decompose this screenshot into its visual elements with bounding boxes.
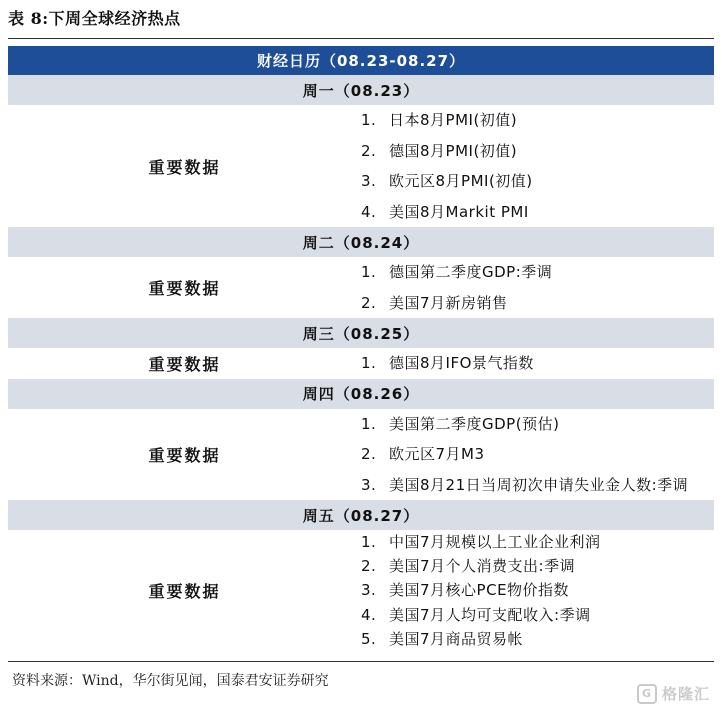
list-item: [361, 105, 714, 136]
item-number: 2.: [361, 293, 377, 312]
watermark-logo-icon: G: [637, 684, 657, 704]
day-content-monday: [8, 105, 714, 227]
bottom-divider: [8, 661, 714, 662]
item-text: 欧元区7月M3: [389, 445, 485, 463]
day-content-friday: [8, 530, 714, 651]
item-number: 4.: [361, 202, 377, 221]
row-label: 重要数据: [148, 581, 221, 601]
item-number: 1.: [361, 263, 377, 281]
day-title: 周四（08.26）: [8, 379, 714, 409]
item-text: 美国7月商品贸易帐: [389, 629, 524, 648]
item-number: 4.: [361, 605, 377, 624]
watermark-text: 格隆汇: [661, 685, 710, 703]
list-item: [361, 603, 714, 627]
item-number: 3.: [361, 172, 377, 190]
item-text: 德国8月IFO景气指数: [389, 354, 534, 372]
list-item: [361, 627, 714, 651]
event-list: [361, 530, 714, 651]
item-number: 2.: [361, 557, 377, 576]
item-number: 1.: [361, 414, 377, 433]
economic-calendar-table: [8, 46, 714, 651]
list-item: [361, 409, 714, 440]
item-number: 2.: [361, 445, 377, 463]
list-item: [361, 530, 714, 554]
list-item: [361, 257, 714, 288]
list-item: [361, 348, 714, 379]
day-title: 周一（08.23）: [8, 75, 714, 105]
day-title: 周五（08.27）: [8, 500, 714, 530]
item-number: 5.: [361, 629, 377, 648]
list-item: [361, 578, 714, 602]
table-caption: 表 8:下周全球经济热点: [8, 9, 181, 28]
day-row-monday: [8, 75, 714, 105]
item-text: 德国8月PMI(初值): [389, 141, 518, 160]
list-item: [361, 554, 714, 578]
calendar-header-row: [8, 46, 714, 75]
item-text: 日本8月PMI(初值): [389, 111, 518, 129]
day-row-thursday: [8, 379, 714, 409]
item-number: 1.: [361, 111, 377, 129]
item-number: 3.: [361, 475, 377, 494]
list-item: [361, 470, 714, 501]
item-text: 中国7月规模以上工业企业利润: [389, 533, 601, 551]
watermark: [637, 683, 710, 704]
item-number: 1.: [361, 354, 377, 372]
item-text: 美国7月个人消费支出:季调: [389, 557, 576, 576]
item-text: 美国第二季度GDP(预估): [389, 414, 560, 433]
row-label: 重要数据: [148, 354, 221, 374]
day-title: 周三（08.25）: [8, 318, 714, 348]
item-text: 美国8月21日当周初次申请失业金人数:季调: [389, 475, 689, 494]
day-content-thursday: [8, 409, 714, 501]
row-label: 重要数据: [148, 157, 221, 177]
source-note: 资料来源：Wind，华尔街见闻，国泰君安证券研究: [12, 673, 329, 689]
day-title: 周二（08.24）: [8, 227, 714, 257]
item-number: 3.: [361, 581, 377, 600]
row-label: 重要数据: [148, 445, 221, 465]
day-content-wednesday: [8, 348, 714, 379]
list-item: [361, 288, 714, 319]
item-number: 1.: [361, 533, 377, 551]
event-list: [361, 348, 714, 379]
item-text: 美国7月新房销售: [389, 293, 508, 312]
row-label: 重要数据: [148, 279, 221, 298]
list-item: [361, 197, 714, 228]
day-row-friday: [8, 500, 714, 530]
list-item: [361, 439, 714, 470]
calendar-header: 财经日历（08.23-08.27）: [8, 46, 714, 75]
list-item: [361, 136, 714, 167]
item-text: 美国7月人均可支配收入:季调: [389, 605, 591, 624]
item-number: 2.: [361, 141, 377, 160]
event-list: [361, 105, 714, 227]
event-list: [361, 409, 714, 501]
day-content-tuesday: [8, 257, 714, 318]
top-divider: [8, 38, 714, 39]
day-row-tuesday: [8, 227, 714, 257]
item-text: 美国8月Markit PMI: [389, 202, 529, 221]
day-row-wednesday: [8, 318, 714, 348]
item-text: 欧元区8月PMI(初值): [389, 172, 533, 190]
list-item: [361, 166, 714, 197]
item-text: 德国第二季度GDP:季调: [389, 263, 553, 281]
item-text: 美国7月核心PCE物价指数: [389, 581, 570, 600]
event-list: [361, 257, 714, 318]
